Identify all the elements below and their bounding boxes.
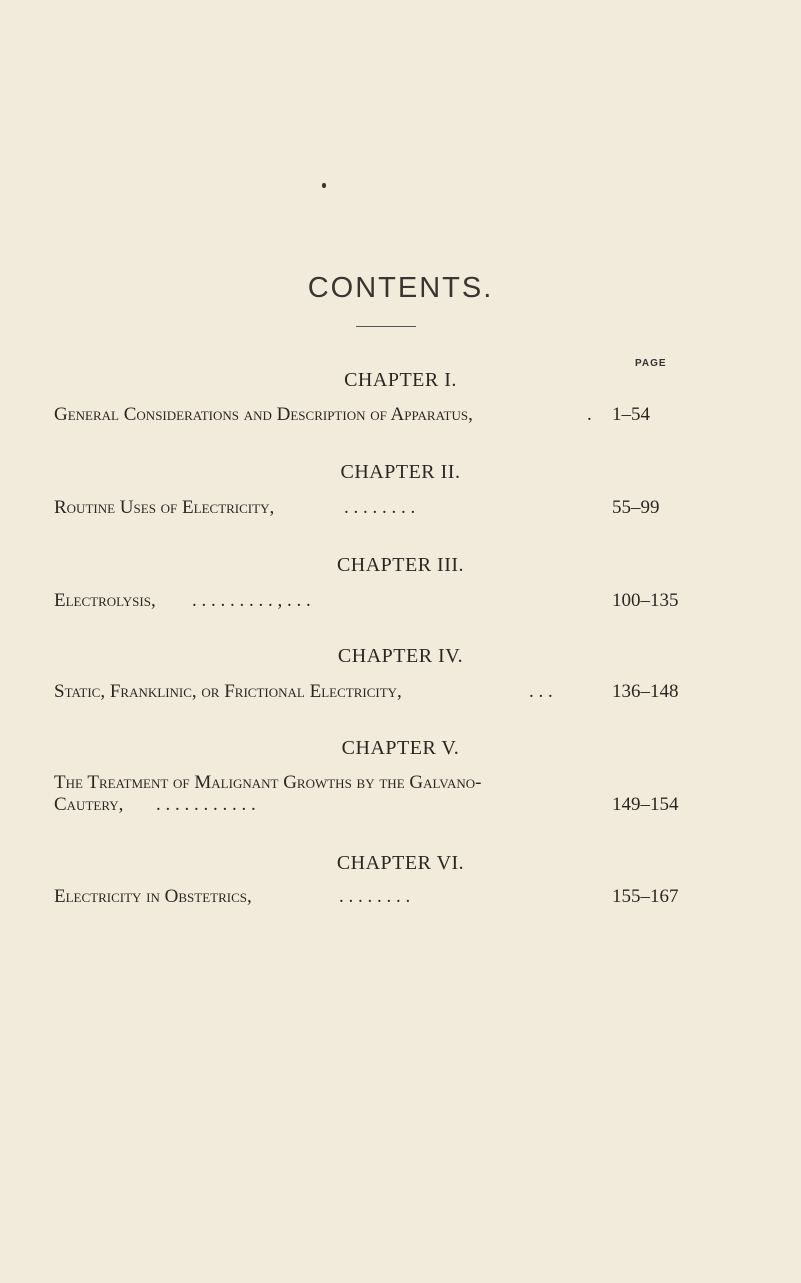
chapter-heading-2: CHAPTER II. [340,461,461,483]
toc-entry-pages: 100–135 [612,590,679,611]
toc-entry-pages: 1–54 [612,404,650,425]
dot-leaders: . . . . . . . . [339,886,411,907]
stray-ink-mark [322,183,326,188]
toc-entry-title: Electrolysis, [54,590,156,611]
toc-entry-title: General Considerations and Description of Apparatus, [54,404,473,425]
dot-leaders: . . . . . . . . . . . [156,794,256,815]
page-column-label: PAGE [635,358,667,369]
chapter-heading-1: CHAPTER I. [344,369,457,391]
toc-entry-pages: 136–148 [612,681,679,702]
toc-entry-pages: 149–154 [612,794,679,815]
chapter-heading-5: CHAPTER V. [341,737,460,759]
chapter-heading-6: CHAPTER VI. [336,852,465,874]
toc-entry-title: Routine Uses of Electricity, [54,497,275,518]
dot-leaders: . [587,404,592,425]
toc-entry-title-continued: Cautery, [54,794,124,815]
toc-entry-title: Electricity in Obstetrics, [54,886,252,907]
toc-entry-pages: 155–167 [612,886,679,907]
dot-leaders: . . . . . . . . [344,497,416,518]
page-title: CONTENTS. [307,272,494,304]
chapter-heading-3: CHAPTER III. [336,554,465,576]
toc-entry-title: The Treatment of Malignant Growths by the Galvano- [54,772,482,793]
dot-leaders: . . . . . . . . . , . . . [192,590,311,611]
chapter-heading-4: CHAPTER IV. [337,645,464,667]
toc-entry-title: Static, Franklinic, or Frictional Electricity, [54,681,402,702]
title-rule [356,326,416,327]
toc-entry-pages: 55–99 [612,497,660,518]
dot-leaders: . . . [529,681,553,702]
